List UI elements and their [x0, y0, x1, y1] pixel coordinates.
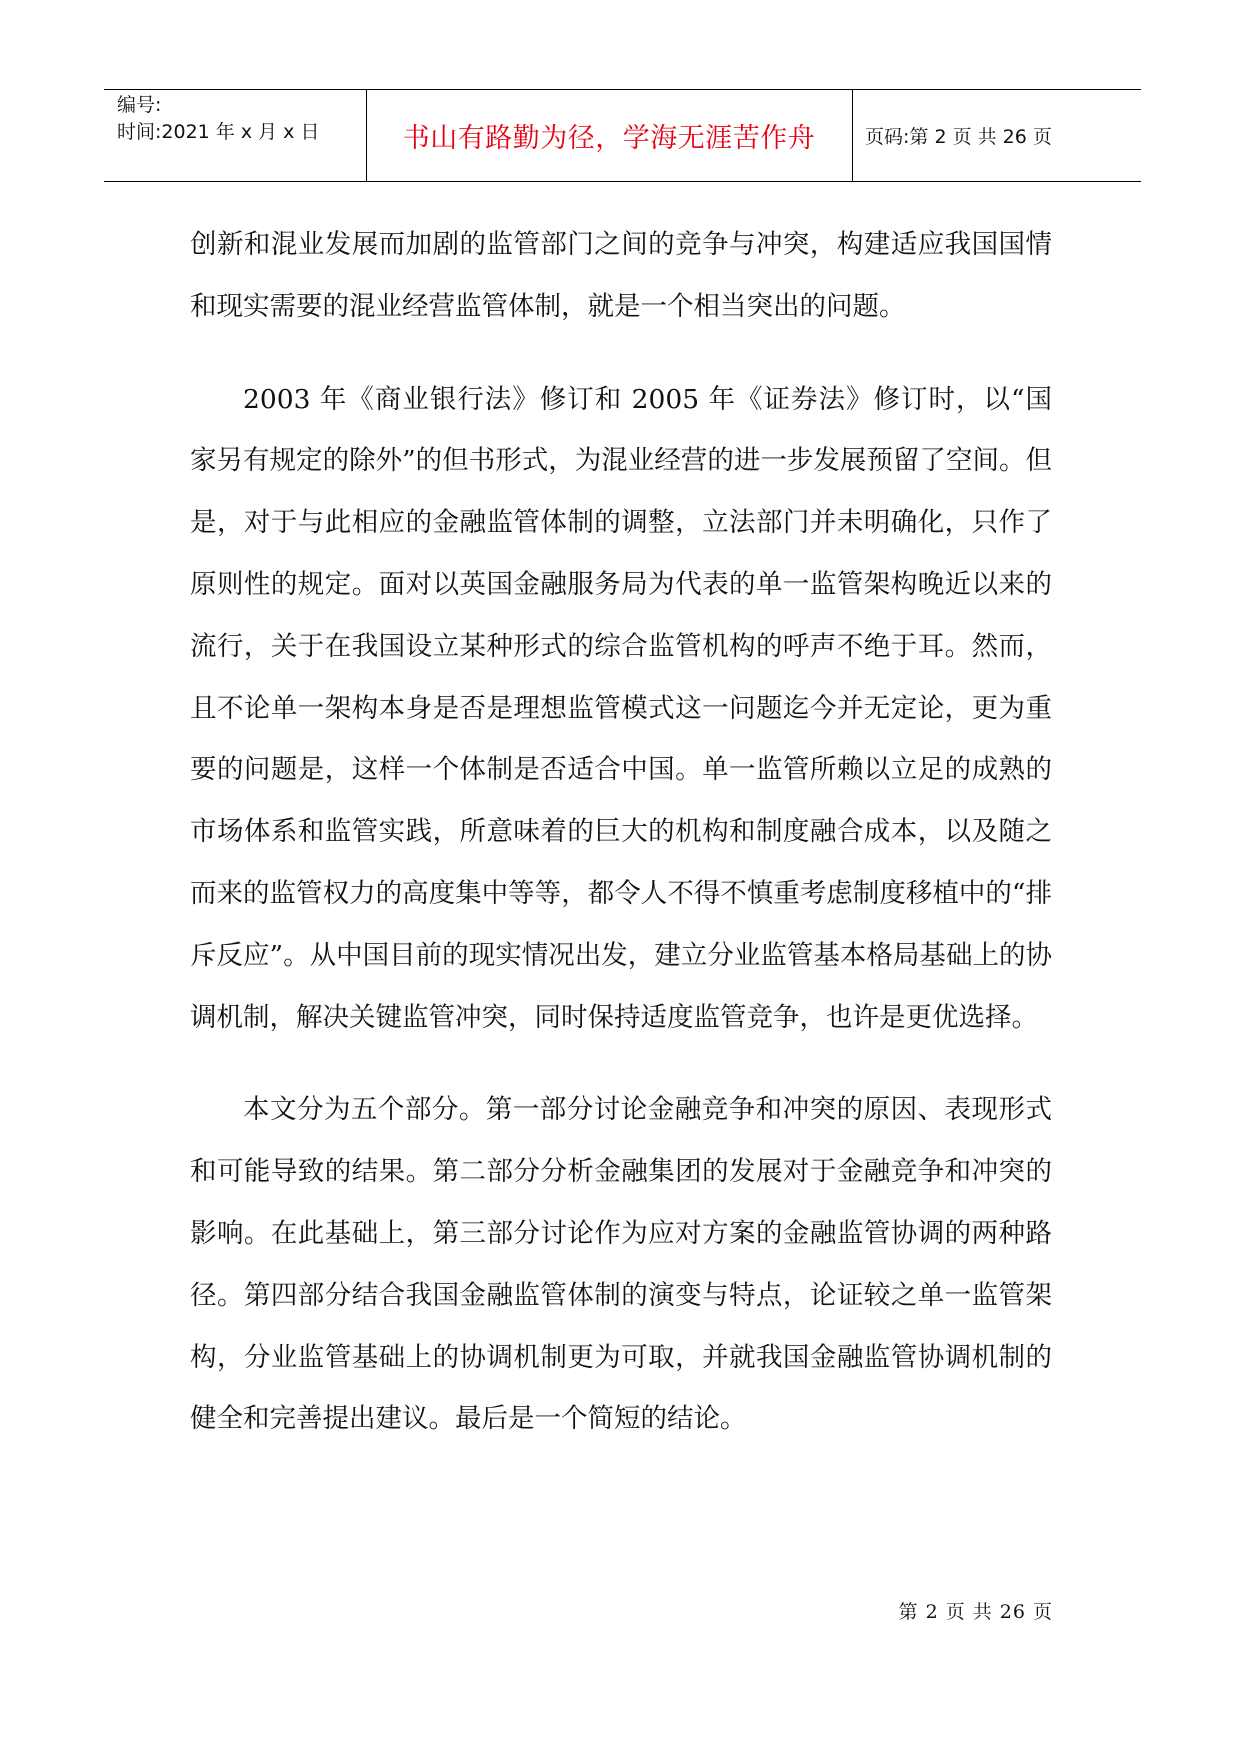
paragraph-3: 本文分为五个部分。第一部分讨论金融竞争和冲突的原因、表现形式和可能导致的结果。第二部分分析金融集团的发展对于金融竞争和冲突的影响。在此基础上，第三部分讨论作为应对方案的金融监管协调的两种路径。第四部分结合我国金融监管体制的演变与特点，论证较之单一监管架构，分业监管基础上的协调机制更为可取，并就我国金融监管协调机制的健全和完善提出建议。最后是一个简短的结论。 — [190, 1094, 1052, 1435]
page-header — [104, 89, 1141, 182]
serial-number-label: 编号: — [117, 94, 162, 116]
header-divider-right — [852, 90, 853, 181]
document-body — [190, 214, 1052, 1450]
header-page-number: 页码:第 2 页 共 26 页 — [865, 126, 1052, 148]
header-meta — [117, 92, 319, 146]
paragraph-1: 创新和混业发展而加剧的监管部门之间的竞争与冲突，构建适应我国国情和现实需要的混业经营监管体制，就是一个相当突出的问题。 — [190, 229, 1052, 322]
page-footer: 第 2 页 共 26 页 — [898, 1601, 1053, 1623]
time-label: 时间:2021 年 x 月 x 日 — [117, 121, 320, 143]
header-motto: 书山有路勤为径，学海无涯苦作舟 — [402, 123, 816, 154]
paragraph-2: 2003 年《商业银行法》修订和 2005 年《证券法》修订时，以“国家另有规定的除外”的但书形式，为混业经营的进一步发展预留了空间。但是，对于与此相应的金融监管体制的调整，立法部门并未明确化，只作了原则性的规定。面对以英国金融服务局为代表的单一监管架构晚近以来的流行，关于在我国设立某种形式的综合监管机构的呼声不绝于耳。然而，且不论单一架构本身是否是理想监管模式这一问题迄今并无定论，更为重要的问题是，这样一个体制是否适合中国。单一监管所赖以立足的成熟的市场体系和监管实践，所意味着的巨大的机构和制度融合成本，以及随之而来的监管权力的高度集中等等，都令人不得不慎重考虑制度移植中的“排斥反应”。从中国目前的现实情况出发，建立分业监管基本格局基础上的协调机制，解决关键监管冲突，同时保持适度监管竞争，也许是更优选择。 — [190, 383, 1052, 1033]
